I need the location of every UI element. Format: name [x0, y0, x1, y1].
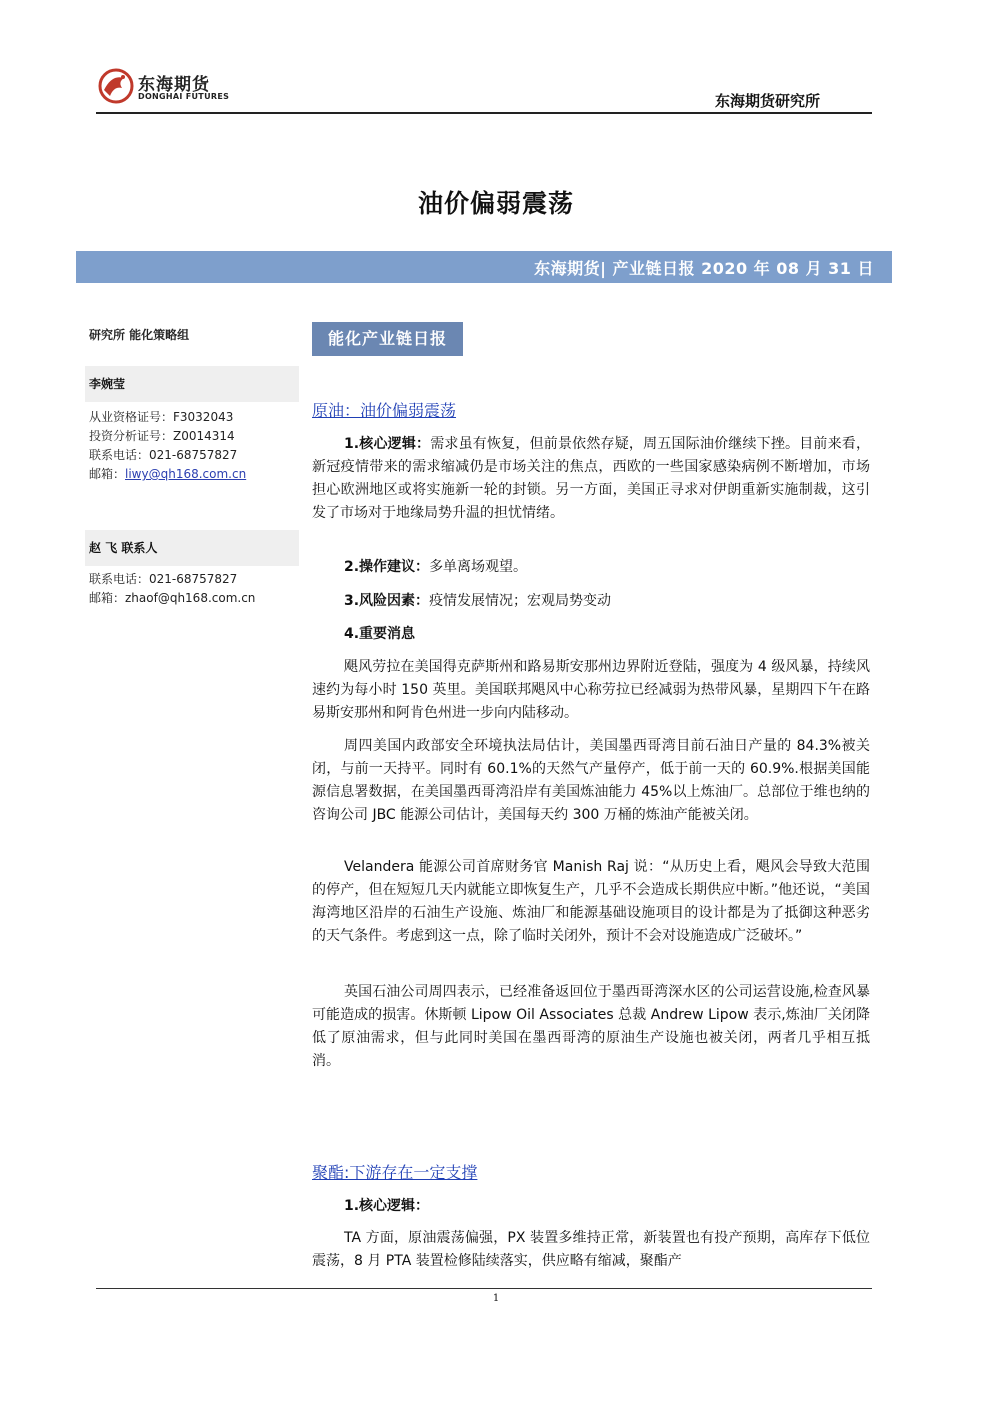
institute-name: 东海期货研究所	[714, 92, 820, 110]
para-text: 需求虽有恢复，但前景依然存疑，周五国际油价继续下挫。目前来看，新冠疫情带来的需求缩减仍是市场关注的焦点，西欧的一些国家感染病例不断增加，市场担心欧洲地区或将实施新一轮的封锁。另一方面，美国正寻求对伊朗重新实施制裁，这引发了市场对于地缘局势升温的担忧情绪。	[312, 436, 870, 521]
page-number: 1	[492, 1293, 500, 1304]
email-label: 邮箱：	[89, 467, 126, 481]
para-text: 疫情发展情况；宏观局势变动	[429, 593, 612, 609]
analyst-card-1	[85, 366, 299, 484]
phone-line: 联系电话：021-68757827	[89, 448, 238, 462]
para-label: 4.重要消息	[344, 626, 416, 642]
section-title-crude[interactable]: 原油：油价偏弱震荡	[312, 401, 457, 420]
analyst-card-2	[85, 530, 299, 608]
email-link[interactable]: liwy@qh168.com.cn	[125, 467, 247, 481]
report-title: 油价偏弱震荡	[417, 189, 574, 218]
news-paragraph: 英国石油公司周四表示，已经准备返回位于墨西哥湾深水区的公司运营设施,检查风暴可能造成的损害。休斯顿 Lipow Oil Associates 总裁 Andrew Lipow 表示,炼油厂关闭降低了原油需求，但与此同时美国在墨西哥湾的原油生产设施也被关闭，两者几乎相互抵消。	[312, 984, 870, 1069]
logo-en: DONGHAI FUTURES	[138, 92, 230, 101]
advice-paragraph	[312, 556, 870, 579]
sidebar-group	[85, 326, 299, 345]
report-banner	[76, 251, 892, 283]
analyst-name: 李婉莹	[85, 366, 299, 402]
analyst-name: 赵 飞 联系人	[85, 530, 299, 566]
risk-paragraph	[312, 590, 870, 613]
para-label: 2.操作建议：	[344, 559, 430, 575]
para-label: 3.风险因素：	[344, 593, 430, 609]
cert-line: 从业资格证号：F3032043	[89, 410, 234, 424]
dragon-logo-icon	[96, 66, 136, 106]
polyester-paragraph: TA 方面，原油震荡偏强，PX 装置多维持正常，新装置也有投产预期，高库存下低位震荡，8 月 PTA 装置检修陆续落实，供应略有缩减，聚酯产	[312, 1230, 870, 1269]
company-logo	[96, 66, 236, 108]
phone-line: 联系电话：021-68757827	[89, 572, 238, 586]
para-text: 多单离场观望。	[429, 559, 528, 575]
footer-divider	[96, 1288, 872, 1289]
banner-text: 东海期货| 产业链日报 2020 年 08 月 31 日	[534, 259, 874, 278]
header-divider	[96, 112, 872, 114]
core-logic-paragraph	[312, 433, 870, 525]
section-title-polyester[interactable]: 聚酯:下游存在一定支撑	[312, 1163, 478, 1182]
email-line	[85, 465, 299, 484]
core-logic-heading	[312, 1195, 870, 1218]
news-paragraph: Velandera 能源公司首席财务官 Manish Raj 说：“从历史上看，飓风会导致大范围的停产，但在短短几天内就能立即恢复生产，几乎不会造成长期供应中断。”他还说，“美国海湾地区沿岸的石油生产设施、炼油厂和能源基础设施项目的设计都是为了抵御这种恶劣的天气条件。考虑到这一点，除了临时关闭外，预计不会对设施造成广泛破坏。”	[312, 859, 870, 944]
news-heading	[312, 623, 870, 646]
email-line: 邮箱：zhaof@qh168.com.cn	[89, 591, 256, 605]
group-label: 研究所 能化策略组	[89, 328, 190, 342]
para-label: 1.核心逻辑：	[344, 436, 431, 452]
news-paragraph: 周四美国内政部安全环境执法局估计，美国墨西哥湾目前石油日产量的 84.3%被关闭，与前一天持平。同时有 60.1%的天然气产量停产，低于前一天的 60.9%.根据美国能源信息署数据，在美国墨西哥湾沿岸有美国炼油能力 45%以上炼油厂。总部位于维也纳的咨询公司 JBC 能源公司估计，美国每天约 300 万桶的炼油产能被关闭。	[312, 738, 870, 823]
para-label: 1.核心逻辑：	[344, 1198, 430, 1214]
news-paragraph: 飓风劳拉在美国得克萨斯州和路易斯安那州边界附近登陆，强度为 4 级风暴，持续风速约为每小时 150 英里。美国联邦飓风中心称劳拉已经减弱为热带风暴，星期四下午在路易斯安那州和阿肯色州进一步向内陆移动。	[312, 659, 870, 721]
section-tag: 能化产业链日报	[312, 322, 463, 356]
logo-cn: 东海期货	[138, 75, 210, 95]
cert-line: 投资分析证号：Z0014314	[89, 429, 235, 443]
